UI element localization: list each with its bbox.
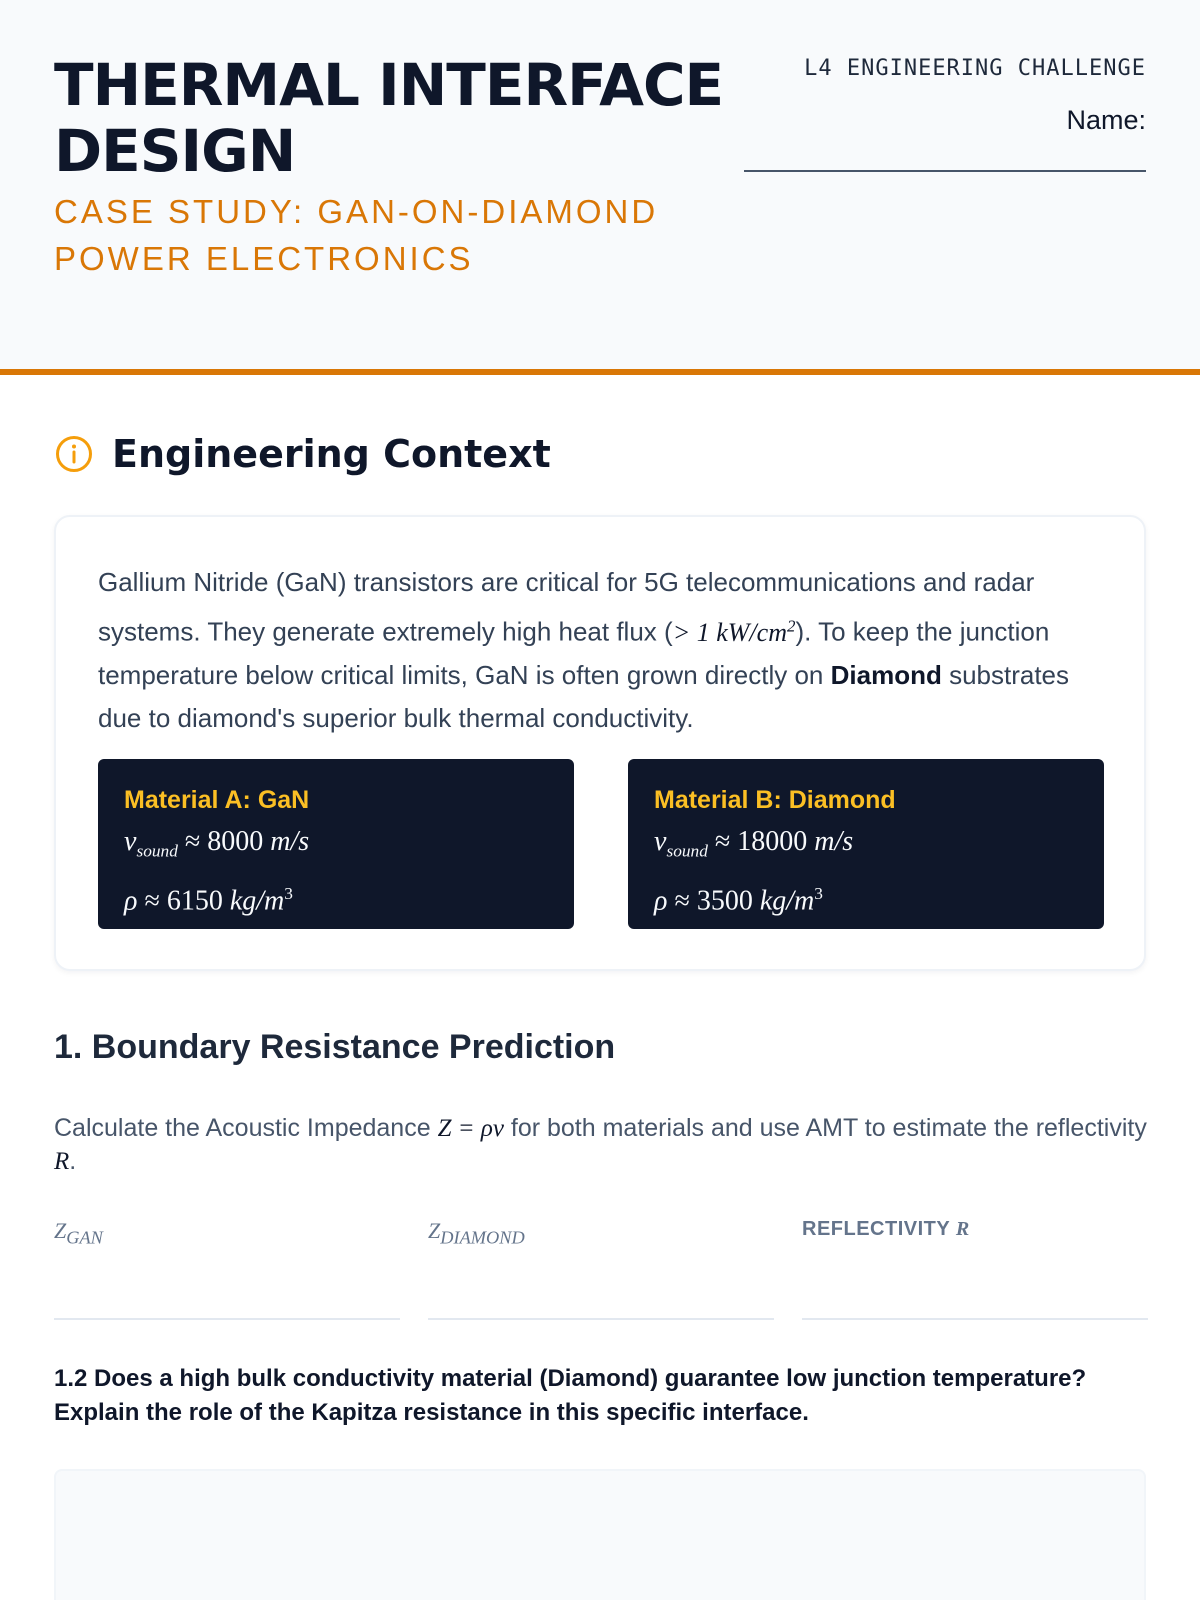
page-header bbox=[0, 0, 1200, 375]
bold-diamond: Diamond bbox=[830, 659, 942, 690]
answer-field-z-gan[interactable]: $Z_{GAN}$ bbox=[54, 1218, 400, 1320]
name-label: Name: bbox=[1066, 105, 1146, 135]
material-title: Material A: GaN bbox=[124, 786, 310, 814]
context-heading bbox=[54, 432, 551, 476]
page-title: THERMAL INTERFACE DESIGN bbox=[54, 51, 724, 185]
answer-field-reflectivity[interactable]: REFLECTIVITY R bbox=[802, 1218, 1148, 1320]
impedance-formula: Z = ρv bbox=[437, 1115, 504, 1142]
name-field[interactable] bbox=[744, 170, 1146, 172]
info-icon bbox=[54, 434, 94, 474]
material-title: Material B: Diamond bbox=[654, 786, 896, 814]
answer-field-z-diamond[interactable]: $Z_{DIAMOND}$ bbox=[428, 1218, 774, 1320]
page-subtitle: CASE STUDY: GAN-ON-DIAMOND POWER ELECTRONICS bbox=[54, 193, 659, 277]
density: ρ ≈ 3500 $kg/m^3$ bbox=[654, 883, 823, 916]
sound-velocity: $v_{sound} \approx 18000$ m/s bbox=[654, 826, 854, 861]
question-1-text: Calculate the Acoustic Impedance Z = ρv for both materials and use AMT to estimate the reflectivity R. bbox=[54, 1114, 1147, 1175]
heat-flux-math: > 1 $kW/cm^2$ bbox=[672, 616, 796, 647]
context-paragraph: Gallium Nitride (GaN) transistors are critical for 5G telecommunications and radar systems. They generate extremely high heat flux (> 1 $kW/cm^2$). To keep the junction temperature below critical limits, GaN is often grown directly on Diamond substrates due to diamond's superior bulk thermal conductivity. bbox=[98, 567, 1070, 733]
material-card-gan bbox=[98, 759, 574, 929]
question-1-2-text: 1.2 Does a high bulk conductivity material (Diamond) guarantee low junction temperature? Explain the role of the Kapitza resistance in this specific interface. bbox=[54, 1365, 1087, 1426]
context-title: Engineering Context bbox=[112, 432, 551, 476]
reflectivity-var: R bbox=[54, 1148, 70, 1175]
material-card-diamond bbox=[628, 759, 1104, 929]
challenge-label: L4 ENGINEERING CHALLENGE bbox=[804, 56, 1146, 81]
question-1-title: 1. Boundary Resistance Prediction bbox=[54, 1028, 616, 1066]
context-card bbox=[54, 515, 1146, 971]
density: ρ ≈ 6150 $kg/m^3$ bbox=[124, 883, 293, 916]
answer-textarea[interactable] bbox=[54, 1469, 1146, 1600]
sound-velocity: $v_{sound} \approx 8000$ m/s bbox=[124, 826, 310, 861]
